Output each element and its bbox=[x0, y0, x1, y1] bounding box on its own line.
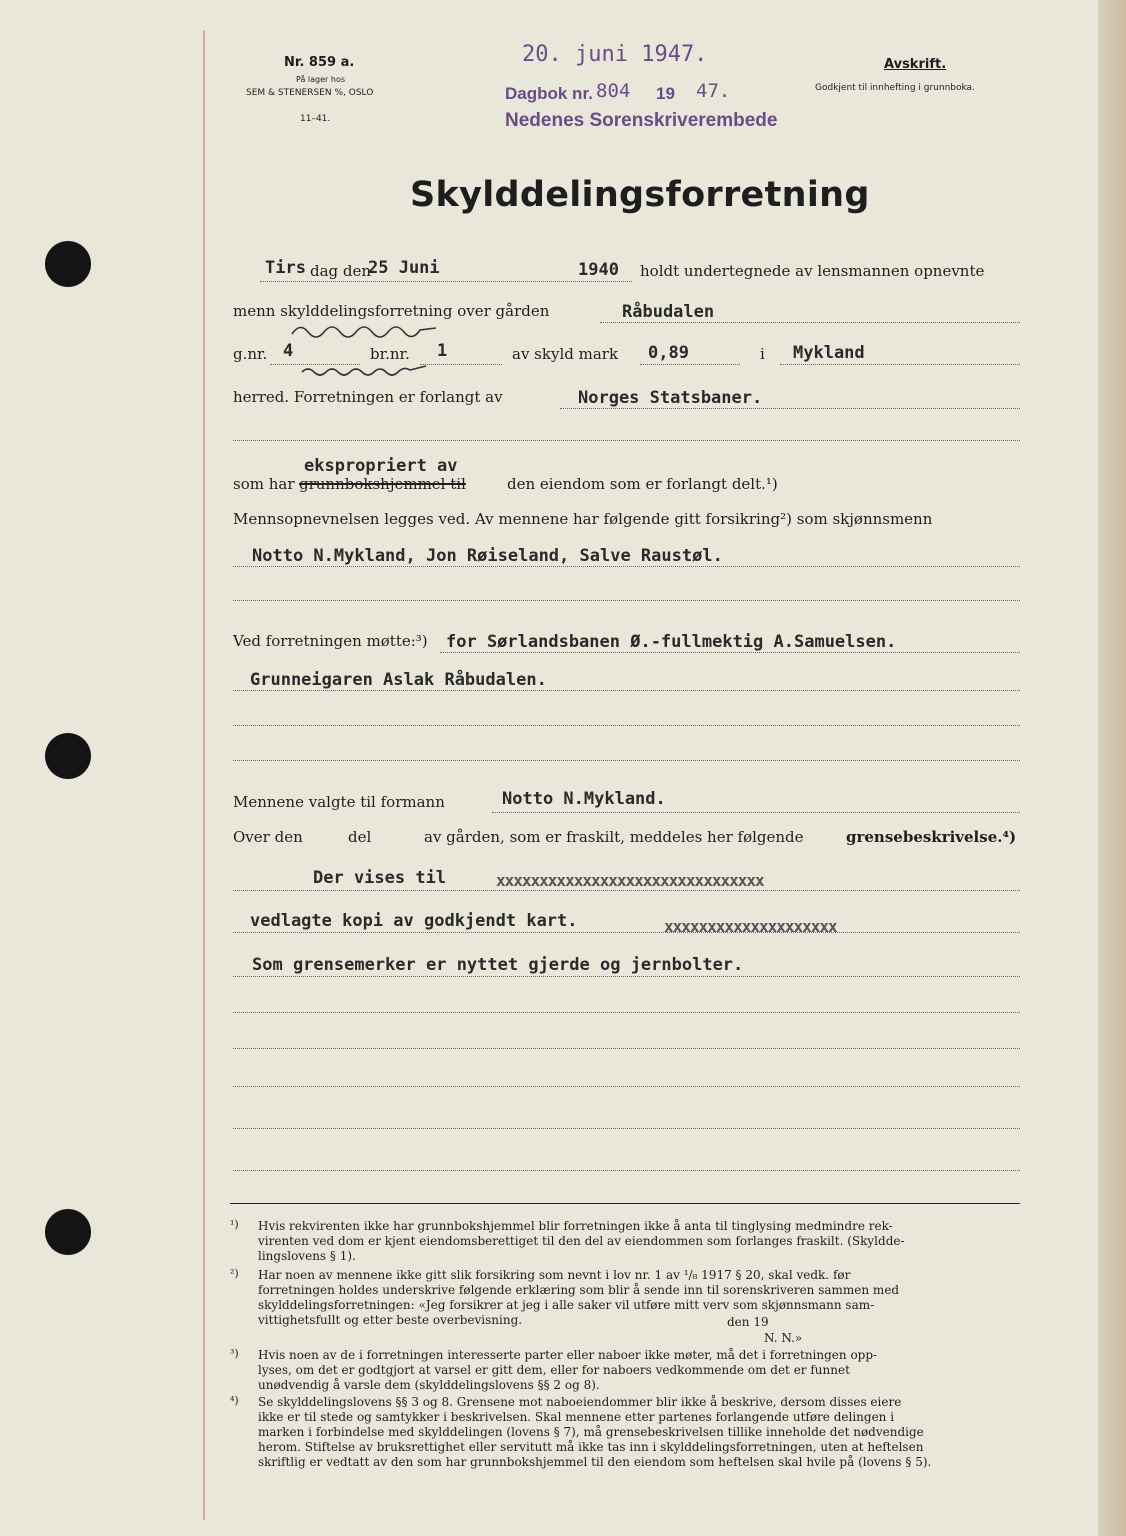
field-municipality: Mykland bbox=[793, 343, 865, 363]
stamp-office: Nedenes Sorenskriverembede bbox=[505, 110, 778, 131]
footnote-number: ⁴) bbox=[230, 1394, 239, 1407]
field-skyld: 0,89 bbox=[648, 343, 689, 363]
footnote-line: virenten ved dom er kjent eiendomsberettiget til den del av eiendommen som forlanges fraskilt. (Skyldde- bbox=[258, 1234, 905, 1248]
field-brnr: 1 bbox=[437, 341, 448, 361]
label-dag-den: dag den bbox=[310, 262, 372, 280]
field-farm: Råbudalen bbox=[622, 302, 715, 322]
fill-line bbox=[233, 932, 1020, 933]
margin-line bbox=[203, 30, 205, 1520]
footnote-number: ²) bbox=[230, 1267, 239, 1280]
label-grensebeskrivelse: grensebeskrivelse.⁴) bbox=[846, 828, 1017, 846]
stamp-year-prefix: 19 bbox=[656, 84, 675, 103]
desc-line3: Som grensemerker er nyttet gjerde og jernbolter. bbox=[252, 955, 744, 975]
label-mote: Ved forretningen møtte:³) bbox=[233, 632, 428, 650]
footnote-line: N. N.» bbox=[764, 1331, 803, 1345]
fill-line bbox=[233, 600, 1020, 601]
label-brnr: br.nr. bbox=[370, 345, 410, 363]
field-formann: Notto N.Mykland. bbox=[502, 789, 666, 809]
publisher-line: På lager hos bbox=[296, 75, 345, 84]
label-i: i bbox=[760, 345, 765, 363]
desc-line1: Der vises til bbox=[313, 868, 447, 888]
footnote-line: herom. Stiftelse av bruksrettighet eller servitutt må ikke tas inn i skylddelingsforretningen, uten at heftelsen bbox=[258, 1440, 924, 1454]
fill-line bbox=[780, 364, 1020, 365]
stamp-dagbok-number: 804 bbox=[596, 80, 631, 102]
publisher-line: SEM & STENERSEN %, OSLO bbox=[246, 88, 374, 98]
stamp-date: 20. juni 1947. bbox=[522, 42, 708, 67]
footnote-line: Se skylddelingslovens §§ 3 og 8. Grensene mot naboeiendommer blir ikke å beskrive, dersom disses eiere bbox=[258, 1395, 902, 1409]
footnote-line: marken i forbindelse med skylddelingen (lovens § 7), må grensebeskrivelsen tillike inneholde det nødvendige bbox=[258, 1425, 924, 1439]
label-av-garden: av gården, som er fraskilt, meddeles her følgende bbox=[424, 828, 804, 846]
avskrift-subtitle: Godkjent til innhefting i grunnboka. bbox=[815, 83, 975, 93]
field-day: Tirs bbox=[265, 258, 306, 278]
punch-hole bbox=[45, 1209, 91, 1255]
label-gnr: g.nr. bbox=[233, 345, 268, 363]
fill-line bbox=[260, 281, 632, 282]
avskrift-title: Avskrift. bbox=[884, 57, 947, 72]
fill-line bbox=[233, 1048, 1020, 1049]
footnote-line: lyses, om det er godtgjort at varsel er gitt dem, eller for naboers vedkommende om det er funnet bbox=[258, 1363, 850, 1377]
footnote-line: skriftlig er vedtatt av den som har grunnbokshjemmel til den eiendom som heftelsen skal hvile på (lovens § 5). bbox=[258, 1455, 932, 1469]
footnote-line: forretningen holdes underskrive følgende erklæring som blir å sende inn til sorenskriveren sammen med bbox=[258, 1283, 900, 1297]
document-title: Skylddelingsforretning bbox=[410, 175, 870, 215]
fill-line bbox=[233, 976, 1020, 977]
form-number: Nr. 859 a. bbox=[284, 55, 355, 70]
fill-line bbox=[492, 812, 1020, 813]
footnote-line: vittighetsfullt og etter beste overbevisning. bbox=[258, 1313, 523, 1327]
label-formann: Mennene valgte til formann bbox=[233, 793, 445, 811]
label-mennsopnevnelsen: Mennsopnevnelsen legges ved. Av mennene har følgende gitt forsikring²) som skjønnsmenn bbox=[233, 510, 933, 528]
footnote-line: ikke er til stede og samtykker i beskrivelsen. Skal mennene etter partenes forlangende utføre delingen i bbox=[258, 1410, 895, 1424]
footnote-line: Hvis noen av de i forretningen interesserte parter eller naboer ikke møter, må det i forretningen opp- bbox=[258, 1348, 878, 1362]
fill-line bbox=[440, 652, 1020, 653]
fill-line bbox=[233, 725, 1020, 726]
field-mote-line1: for Sørlandsbanen Ø.-fullmektig A.Samuelsen. bbox=[446, 632, 897, 652]
field-requester: Norges Statsbaner. bbox=[578, 388, 763, 408]
fill-line bbox=[233, 1012, 1020, 1013]
field-year: 1940 bbox=[578, 260, 619, 280]
fill-line bbox=[640, 364, 740, 365]
field-men-names: Notto N.Mykland, Jon Røiseland, Salve Raustøl. bbox=[252, 546, 723, 566]
label-som-har: som har bbox=[233, 475, 295, 493]
fill-line bbox=[233, 1170, 1020, 1171]
fill-line bbox=[233, 690, 1020, 691]
scribble-mark bbox=[290, 322, 440, 338]
footnote-line: Har noen av mennene ikke gitt slik forsikring som nevnt i lov nr. 1 av ¹/₈ 1917 § 20, skal vedk. før bbox=[258, 1268, 851, 1282]
field-mote-line2: Grunneigaren Aslak Råbudalen. bbox=[250, 670, 547, 690]
footnote-line: skylddelingsforretningen: «Jeg forsikrer at jeg i alle saker vil utføre mitt verv som skjønnsmann sam- bbox=[258, 1298, 875, 1312]
fill-line bbox=[600, 322, 1020, 323]
fill-line bbox=[233, 1128, 1020, 1129]
label-herred: herred. Forretningen er forlangt av bbox=[233, 388, 503, 406]
field-gnr: 4 bbox=[283, 341, 294, 361]
footnote-number: ³) bbox=[230, 1347, 239, 1360]
fill-line bbox=[233, 760, 1020, 761]
scribble-mark bbox=[300, 364, 430, 378]
fill-line bbox=[233, 890, 1020, 891]
page-edge bbox=[1098, 0, 1126, 1536]
footnote-line: unødvendig å varsle dem (skylddelingslovens §§ 2 og 8). bbox=[258, 1378, 600, 1392]
struck-grunnbokshjemmel: grunnbokshjemmel til bbox=[299, 475, 466, 493]
footnote-separator bbox=[230, 1203, 1020, 1204]
struck-text: xxxxxxxxxxxxxxxxxxxxxxxxxxxxxxx bbox=[496, 871, 764, 890]
stamp-year-suffix: 47. bbox=[696, 80, 731, 102]
struck-text: xxxxxxxxxxxxxxxxxxxx bbox=[664, 917, 837, 936]
desc-line2: vedlagte kopi av godkjendt kart. bbox=[250, 911, 578, 931]
punch-hole bbox=[45, 733, 91, 779]
label-held: holdt undertegnede av lensmannen opnevnte bbox=[640, 262, 985, 280]
label-del: del bbox=[348, 828, 372, 846]
fill-line bbox=[233, 1086, 1020, 1087]
fill-line bbox=[233, 566, 1020, 567]
publisher-line: 11–41. bbox=[300, 114, 331, 124]
stamp-dagbok-label: Dagbok nr. bbox=[505, 84, 593, 103]
label-skyld: av skyld mark bbox=[512, 345, 619, 363]
field-date: 25 Juni bbox=[368, 258, 440, 278]
footnote-line: den 19 bbox=[727, 1315, 769, 1329]
punch-hole bbox=[45, 241, 91, 287]
footnote-line: lingslovens § 1). bbox=[258, 1249, 356, 1263]
field-ekspropriert: ekspropriert av bbox=[304, 456, 458, 476]
fill-line bbox=[560, 408, 1020, 409]
fill-line bbox=[233, 440, 1020, 441]
footnote-number: ¹) bbox=[230, 1218, 239, 1231]
footnote-line: Hvis rekvirenten ikke har grunnbokshjemmel blir forretningen ikke å anta til tinglysing medmindre rek- bbox=[258, 1219, 893, 1233]
fill-line bbox=[420, 364, 502, 365]
label-menn: menn skylddelingsforretning over gården bbox=[233, 302, 550, 320]
label-delt: den eiendom som er forlangt delt.¹) bbox=[507, 475, 778, 493]
label-over-den: Over den bbox=[233, 828, 303, 846]
